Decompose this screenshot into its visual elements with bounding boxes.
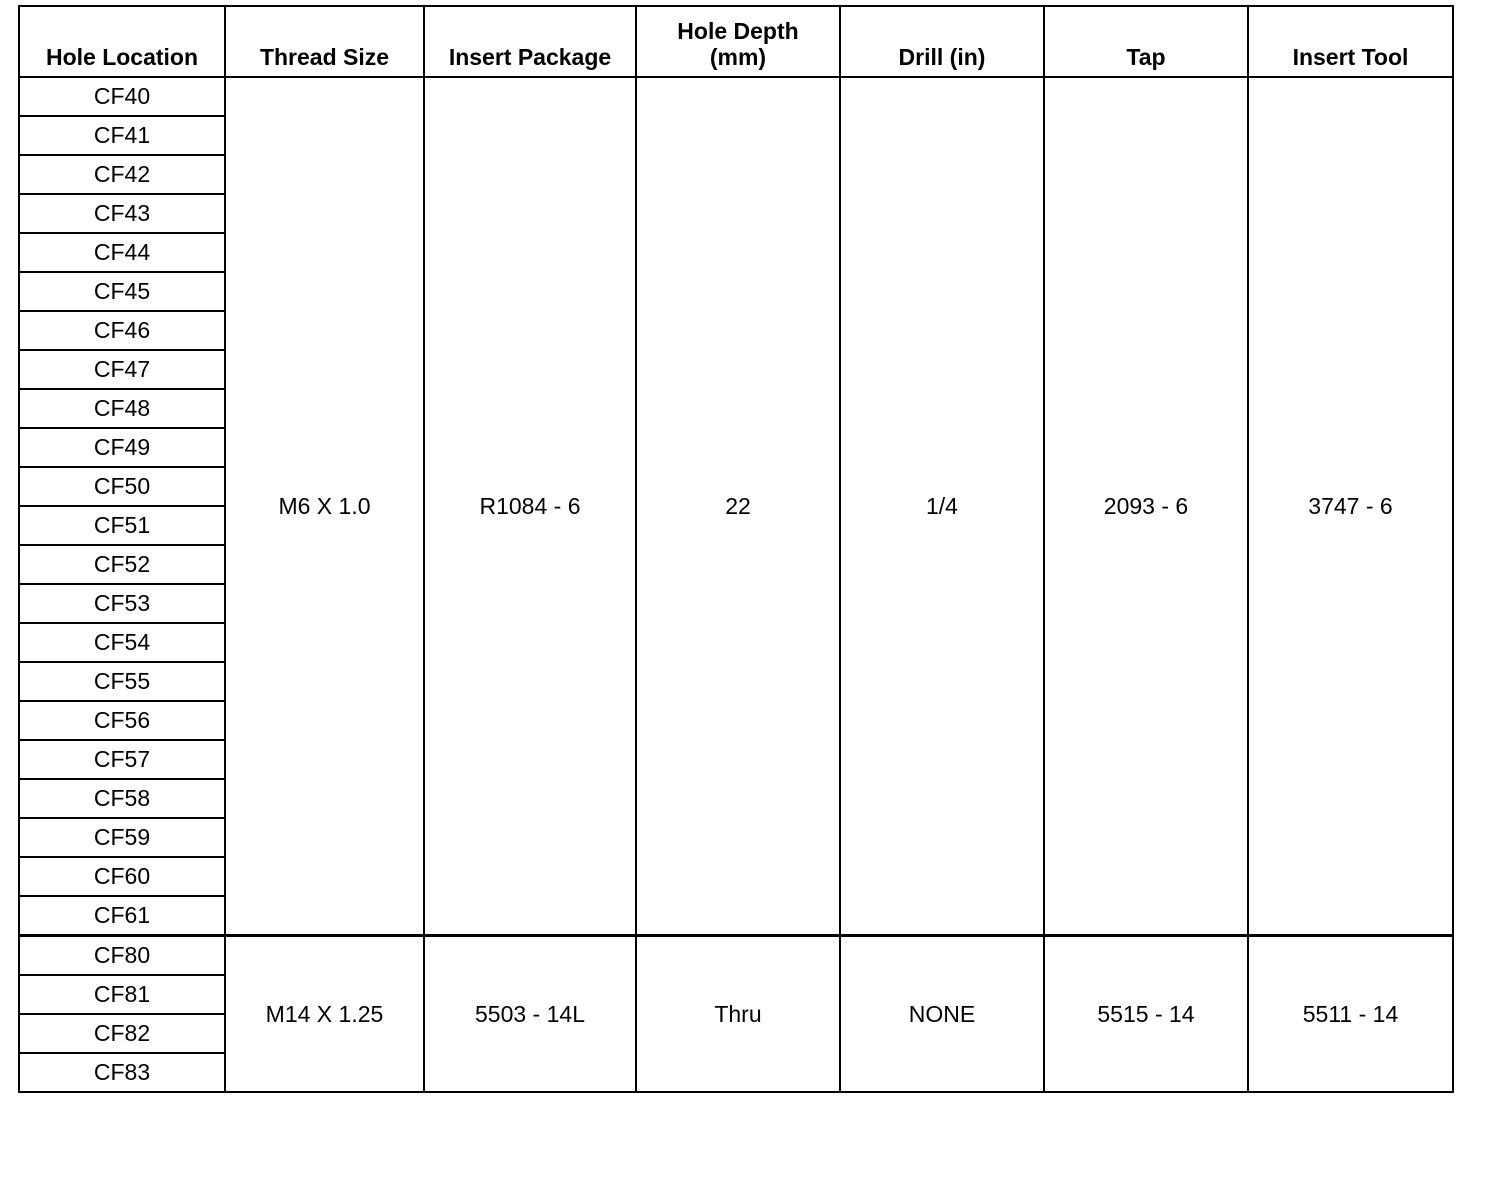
- insert-package-cell: R1084 - 6: [424, 77, 636, 936]
- hole-location-cell: CF82: [19, 1014, 225, 1053]
- group-m14: [19, 936, 1453, 1093]
- hole-location-cell: CF83: [19, 1053, 225, 1092]
- hole-location-cell: CF56: [19, 701, 225, 740]
- insert-tool-cell: 5511 - 14: [1248, 936, 1453, 1093]
- insert-package-cell: 5503 - 14L: [424, 936, 636, 1093]
- table-row: [19, 936, 1453, 976]
- header-hole-location: Hole Location: [19, 6, 225, 77]
- header-drill: Drill (in): [840, 6, 1044, 77]
- hole-location-cell: CF60: [19, 857, 225, 896]
- hole-depth-cell: 22: [636, 77, 840, 936]
- hole-location-cell: CF59: [19, 818, 225, 857]
- hole-location-cell: CF41: [19, 116, 225, 155]
- hole-location-cell: CF47: [19, 350, 225, 389]
- hole-location-cell: CF44: [19, 233, 225, 272]
- group-m6: [19, 77, 1453, 936]
- hole-location-cell: CF45: [19, 272, 225, 311]
- header-hole-depth-line2: (mm): [709, 44, 767, 70]
- hole-location-cell: CF81: [19, 975, 225, 1014]
- header-row: [19, 6, 1453, 77]
- header-thread-size: Thread Size: [225, 6, 424, 77]
- table-row: [19, 77, 1453, 116]
- thread-size-cell: M6 X 1.0: [225, 77, 424, 936]
- header-tap: Tap: [1044, 6, 1248, 77]
- hole-location-cell: CF51: [19, 506, 225, 545]
- drill-cell: NONE: [840, 936, 1044, 1093]
- insert-tool-cell: 3747 - 6: [1248, 77, 1453, 936]
- header-insert-tool: Insert Tool: [1248, 6, 1453, 77]
- header-insert-package: Insert Package: [424, 6, 636, 77]
- hole-spec-table: [18, 5, 1454, 1093]
- hole-location-cell: CF46: [19, 311, 225, 350]
- hole-location-cell: CF49: [19, 428, 225, 467]
- table-header: [19, 6, 1453, 77]
- hole-location-cell: CF61: [19, 896, 225, 936]
- hole-location-cell: CF50: [19, 467, 225, 506]
- hole-location-cell: CF43: [19, 194, 225, 233]
- hole-location-cell: CF48: [19, 389, 225, 428]
- hole-location-cell: CF57: [19, 740, 225, 779]
- hole-depth-cell: Thru: [636, 936, 840, 1093]
- thread-size-cell: M14 X 1.25: [225, 936, 424, 1093]
- hole-location-cell: CF80: [19, 936, 225, 976]
- tap-cell: 5515 - 14: [1044, 936, 1248, 1093]
- hole-location-cell: CF42: [19, 155, 225, 194]
- hole-location-cell: CF53: [19, 584, 225, 623]
- hole-location-cell: CF54: [19, 623, 225, 662]
- hole-location-cell: CF58: [19, 779, 225, 818]
- header-hole-depth-line1: Hole Depth: [677, 18, 799, 44]
- drill-cell: 1/4: [840, 77, 1044, 936]
- tap-cell: 2093 - 6: [1044, 77, 1248, 936]
- hole-location-cell: CF40: [19, 77, 225, 116]
- header-hole-depth: [636, 6, 840, 77]
- hole-location-cell: CF52: [19, 545, 225, 584]
- hole-location-cell: CF55: [19, 662, 225, 701]
